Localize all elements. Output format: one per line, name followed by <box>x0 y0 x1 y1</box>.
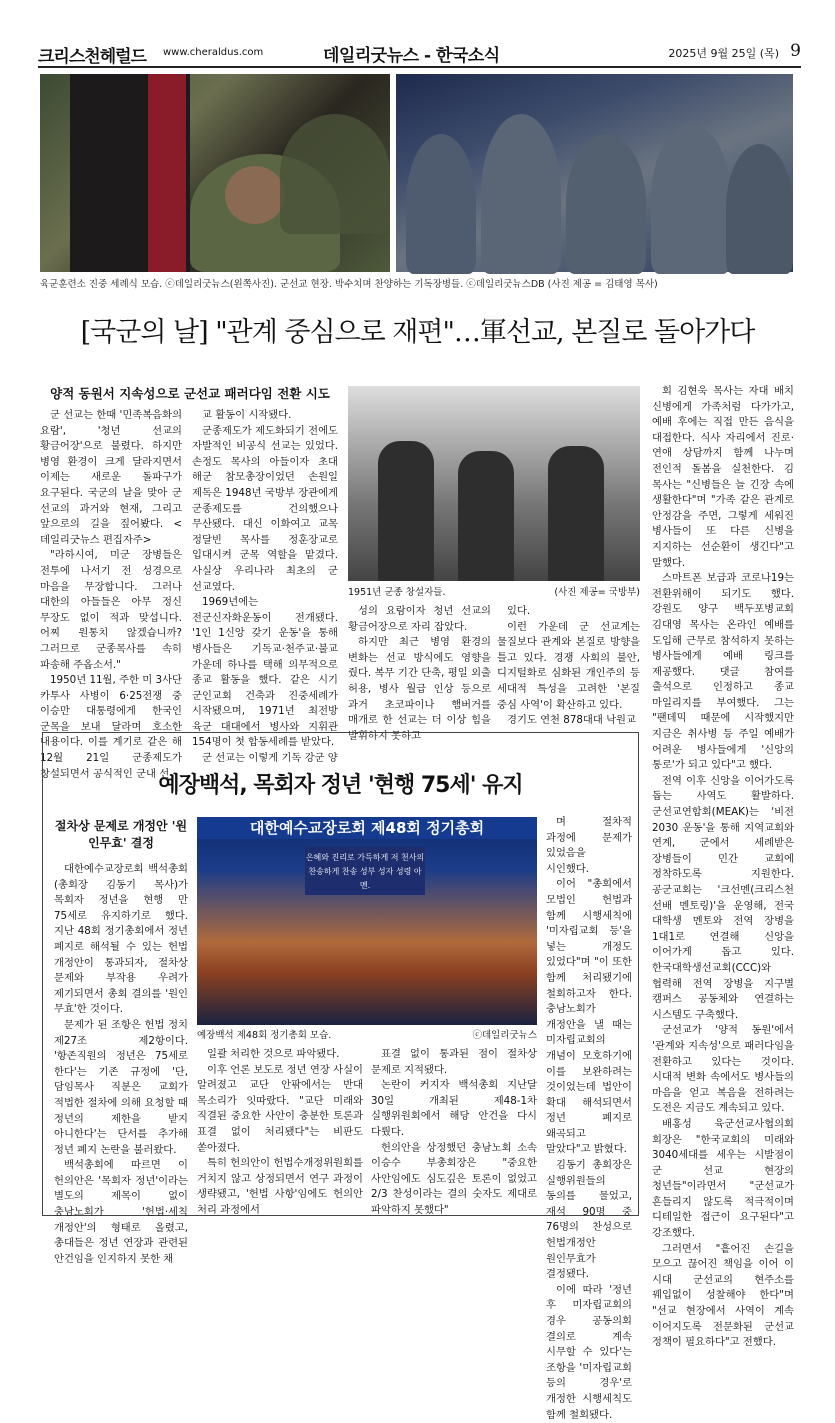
general-assembly-photo <box>197 817 537 1025</box>
issue-date: 2025년 9월 25일 (목) <box>668 47 779 60</box>
paragraph: 교 활동이 시작됐다. <box>202 409 292 421</box>
article1-column-4 <box>652 384 794 1349</box>
newspaper-logo[interactable]: 크리스천헤럴드 <box>38 47 146 67</box>
photo-caption <box>348 584 640 598</box>
article2-column-3 <box>371 1047 537 1216</box>
paragraph: "라하시여, 미군 장병들은 전투에 나서기 전 성경으로 마음을 무장합니다. 그러나 대한의 아들들은 아무 정신 무장도 없이 적과 맞섭니다. 어찌 원통치 않겠습니까? 그러므로 군종목사를 속히 파송해 주옵소서." <box>40 549 182 671</box>
masthead <box>38 40 801 68</box>
article2-column-2 <box>197 1047 363 1216</box>
photo-credit: ⓒ데일리굿뉴스 <box>472 1030 537 1041</box>
page-number: 9 <box>790 41 801 61</box>
article1-column-1 <box>40 408 183 780</box>
paragraph: 성의 요람이자 청년 선교의 황금어장으로 자리 잡았다. <box>348 605 491 633</box>
article1-column-3b <box>497 604 640 728</box>
paragraph: 군종제도가 제도화되기 전에도 자발적인 비공식 선교는 있었다. 손정도 목사의 아들이자 초대 해군 참모총장이었던 손원일 제독은 1948년 국방부 장관에게 군종제도를 건의했으나 무산됐다. 대신 이화여고 교목 정달빈 목사를 정훈장교로 입대시켜 군목 역할을 맡겼다. 사실상 우리나라 최초의 군 선교였다. <box>192 424 338 593</box>
top-photo-caption: 육군훈련소 진중 세례식 모습. ⓒ데일리굿뉴스(왼쪽사진). 군선교 현장. 박수치며 찬양하는 기독장병들. ⓒ데일리굿뉴스DB (사진 제공 = 김태영 목사) <box>40 279 658 290</box>
paragraph: 회 김현욱 목사는 자대 배치 신병에게 가족처럼 다가가고, 예배 후에는 직접 만든 음식을 대접한다. 식사 자리에서 진로·연애 상담까지 함께 나누며 전인적 돌봄을 실천한다. 김 목사는 "신병들은 늘 긴장 속에 생활한다"며 "가족 같은 관계로 안정감을 주면, 그렇게 세워진 병사들이 또 다른 신병을 지지하는 선순환이 생긴다"고 말했다. <box>652 385 794 569</box>
paragraph: 경기도 연천 878대대 낙원교 <box>507 714 636 727</box>
founder-figure <box>378 441 434 581</box>
photo-caption-text: 예장백석 제48회 정기총회 모습. <box>197 1030 332 1041</box>
photo-caption-text: 1951년 군종 창설자들. <box>348 587 446 598</box>
paragraph: 군 선교는 한때 '민족복음화의 요람', '청년 선교의 황금어장'으로 불렸다. 하지만 병영 환경이 크게 달라지면서 이제는 새로운 돌파구가 요구된다. 국군의 날을 맞아 군 선교의 과거와 현재, 그리고 앞으로의 길을 짚어봤다. <데일리굿뉴스 편집자주> <box>40 409 183 546</box>
paragraph: 이어 "총회에서 모법인 헌법과 함께 시행세칙에 '미자립교회 등'을 넣는 개정도 있었다"며 "이 또한 함께 처리됐기에 철회하고자 한다. 충남노회가 개정안을 낼 때는 미자립교회의 개념이 모호하기에 이를 보완하려는 것이었는데 법안이 확대 해석되면서 정년 폐지로 왜곡되고 말았다"고 밝혔다. <box>546 878 632 1156</box>
article1-column-2 <box>192 408 338 765</box>
article2-column-1 <box>54 862 188 1265</box>
assembly-banner: 대한예수교장로회 제48회 정기총회 <box>197 817 537 839</box>
site-url[interactable]: www.cheraldus.com <box>163 47 264 58</box>
paragraph: 이런 가운데 군 선교계는 물질보다 관계와 본질로 방향을 틀고 있다. 경쟁 사회의 불안, 디지털화로 심화된 개인주의 등 세대적 특성을 고려한 '본질 중심 사역'이 확산하고 있다. <box>497 620 640 711</box>
paragraph: 헌의안을 상정했던 충남노회 소속 이승수 부총회장은 "중요한 사안임에도 심도깊은 토론이 없었고 2/3 찬성이라는 결의 숫자도 제대로 파악하지 못했다" <box>371 1141 537 1216</box>
paragraph: 군 선교는 이렇게 기독 강군 양 <box>202 752 338 765</box>
paragraph: 김동기 총회장은 실행위원들의 동의를 물었고, 재석 90명 중 76명의 찬성으로 헌법개정안 원인무효가 결정됐다. <box>546 1159 632 1281</box>
paragraph: 1969년에는 전군신자화운동이 전개됐다. '1인 1신앙 갖기 운동'을 통해 병사들은 기독교·천주교·불교 가운데 하나를 택해 의무적으로 종교 활동을 했다. 같은 시기 군인교회 건축과 진중세례가 시작됐으며, 1971년 최전방 육군 대대에서 병사와 지휘관 154명이 첫 합동세례를 받았다. <box>192 596 338 749</box>
paragraph: 문제가 된 조항은 헌법 정치 제27조 제2항이다. '항존직원의 정년은 75세로 한다'는 기존 규정에 '단, 담임목사 직분은 교회가 적법한 절차에 의해 요청할 때 정년의 제한을 받지 아니한다'는 단서를 추가해 정년 폐지 논란을 불러왔다. <box>54 1018 188 1156</box>
founder-figure <box>458 451 514 581</box>
paragraph: 하지만 최근 병영 환경의 변화는 선교 방식에도 영향을 줬다. 복무 기간 단축, 평일 외출 허용, 병사 월급 인상 등으로 과거 초코파이나 햄버거를 매개로 한 선교는 더 이상 힘을 발휘하지 못하고 <box>348 636 491 742</box>
worshipping-soldier <box>481 114 561 274</box>
paragraph: 특히 헌의안이 헌법수개정위원회를 거치지 않고 상정되면서 연구 과정이 생략됐고, '헌법 사항'임에도 헌의안 처리 과정에서 <box>197 1157 363 1216</box>
assembly-screen: 은혜와 진리로 가득하게 저 천사의 찬송하게 찬송 성부 성자 성령 아멘. <box>305 847 425 895</box>
background-soldiers <box>280 114 390 234</box>
paragraph: 일괄 처리한 것으로 파악됐다. <box>207 1048 340 1060</box>
paragraph: 배홍성 육군선교사협의회 회장은 "한국교회의 미래와 3040세대를 세우는 시발점이 군 선교 현장의 청년들"이라면서 "군선교가 흔들리지 않도록 적극적이며 디테일한 접근이 요구된다"고 강조했다. <box>652 1117 794 1240</box>
worshipping-soldier <box>651 124 731 274</box>
worshipping-soldier <box>406 134 476 274</box>
paragraph: 이에 따라 '정년 후 미자립교회의 경우 공동의회 결의로 계속 시무할 수 있다'는 조항을 '미자립교회 등의 경우'로 개정한 시행세칙도 함께 철회됐다. <box>546 1283 632 1421</box>
article-subhead: 양적 동원서 지속성으로 군선교 패러다임 전환 시도 <box>50 386 330 401</box>
paragraph: 논란이 커지자 백석총회 지난달 30일 개최된 제48-1차 실행위원회에서 해당 안건을 다시 다뤘다. <box>371 1079 537 1138</box>
worshipping-soldier <box>566 134 646 274</box>
paragraph: 이후 언론 보도로 정년 연장 사실이 알려졌고 교단 안팎에서는 반대 목소리가 잇따랐다. "교단 미래와 직결된 중요한 사안이 충분한 토론과 표결 없이 처리됐다"는 비판도 쏟아졌다. <box>197 1063 363 1154</box>
chaplain-founders-photo <box>348 386 640 581</box>
founder-figure <box>548 446 604 581</box>
paragraph: 백석총회에 따르면 이 헌의안은 '목회자 정년'이라는 별도의 제목이 없이 충남노회가 '헌법·세칙 개정안'의 형태로 올렸고, 총대들은 정년 연장과 관련된 안건임을 인지하지 못한 채 <box>54 1159 188 1265</box>
photo-caption <box>197 1027 537 1041</box>
article2-column-4 <box>546 815 632 1421</box>
worshipping-soldier <box>726 144 793 274</box>
soldier-head <box>225 166 285 224</box>
article2-headline[interactable]: 예장백석, 목회자 정년 '현행 75세' 유지 <box>158 773 523 798</box>
paragraph: 1950년 11월, 주한 미 3사단 카투사 사병이 6·25전쟁 중 이승만 대통령에게 한국인 군목을 보내 달라며 호소한 내용이다. 이를 계기로 같은 해 12월 21일 군종제도가 창설되면서 공식적인 군내 선 <box>40 674 182 780</box>
paragraph: 스마트폰 보급과 코로나19는 전환위해이 되기도 했다. 강원도 양구 백두포병교회 김대영 목사는 온라인 예배를 도입해 근무로 참석하지 못하는 병사들에게 예배 링크를 제공했다. 댓글 참여를 출석으로 인정하고 종교 마일리지를 부여했다. 그는 "팬데믹 때문에 시작했지만 지금은 취사병 등 주일 예배가 어려운 병사들에게 '신앙의 통로'가 되고 있다"고 했다. <box>652 572 794 772</box>
article2-subhead: 절차상 문제로 개정안 '원인무효' 결정 <box>54 819 188 850</box>
article-headline[interactable]: [국군의 날] "관계 중심으로 재편"…軍선교, 본질로 돌아가다 <box>80 317 755 348</box>
paragraph: 그러면서 "흩어진 손길을 모으고 끊어진 책임을 이어 이 시대 군선교의 현주소를 꿰입없이 성찰해야 한다"며 "선교 현장에서 사역이 계속 이어지도록 전문화된 군선교 정책이 필요하다"고 전했다. <box>652 1242 794 1349</box>
paragraph: 대한예수교장로회 백석총회(총회장 김동기 목사)가 목회자 정년을 현행 만 75세로 유지하기로 했다. 지난 48회 정기총회에서 정년 폐지로 해석될 수 있는 헌법 개정안이 통과되자, 절차상 문제와 부작용 우려가 제기되면서 총회 결의를 '원인 무효'한 것이다. <box>54 863 188 1016</box>
paragraph: 표결 없이 통과된 점이 절차상 문제로 지적됐다. <box>371 1048 537 1076</box>
paragraph: 있다. <box>507 605 531 617</box>
photo-credit: (사진 제공= 국방부) <box>554 587 640 598</box>
paragraph: 전역 이후 신앙을 이어가도록 돕는 사역도 활발하다. 군선교연합회(MEAK)는 '비전 2030 운동'을 통해 지역교회와 연계, 군에서 세례받은 장병들이 민간 교회에 정착하도록 지원한다. 공군교회는 '크선멘(크리스천 선배 멘토링)'을 운영해, 전국 대학생 멘토와 전역 장병을 1대1로 연결해 신앙을 이어가게 돕고 있다. 한국대학생선교회(CCC)와 협력해 전역 장병을 지구별 캠퍼스 공동체와 연결하는 시스템도 구축했다. <box>652 774 794 1021</box>
baptism-photo <box>40 74 390 272</box>
paragraph: 며 절차적 과정에 문제가 있었음을 시인했다. <box>546 816 632 875</box>
worship-photo <box>396 74 793 272</box>
pastor-stole <box>148 74 186 272</box>
section-title: 데일리굿뉴스 - 한국소식 <box>323 46 500 66</box>
article1-column-3a <box>348 604 491 742</box>
paragraph: 군선교가 '양적 동원'에서 '관계와 지속성'으로 패러다임을 전환하고 있다는 것이다. 시대적 변화 속에서도 병사들의 마음을 얻고 복음을 전하려는 도전은 지금도 계속되고 있다. <box>652 1024 794 1115</box>
